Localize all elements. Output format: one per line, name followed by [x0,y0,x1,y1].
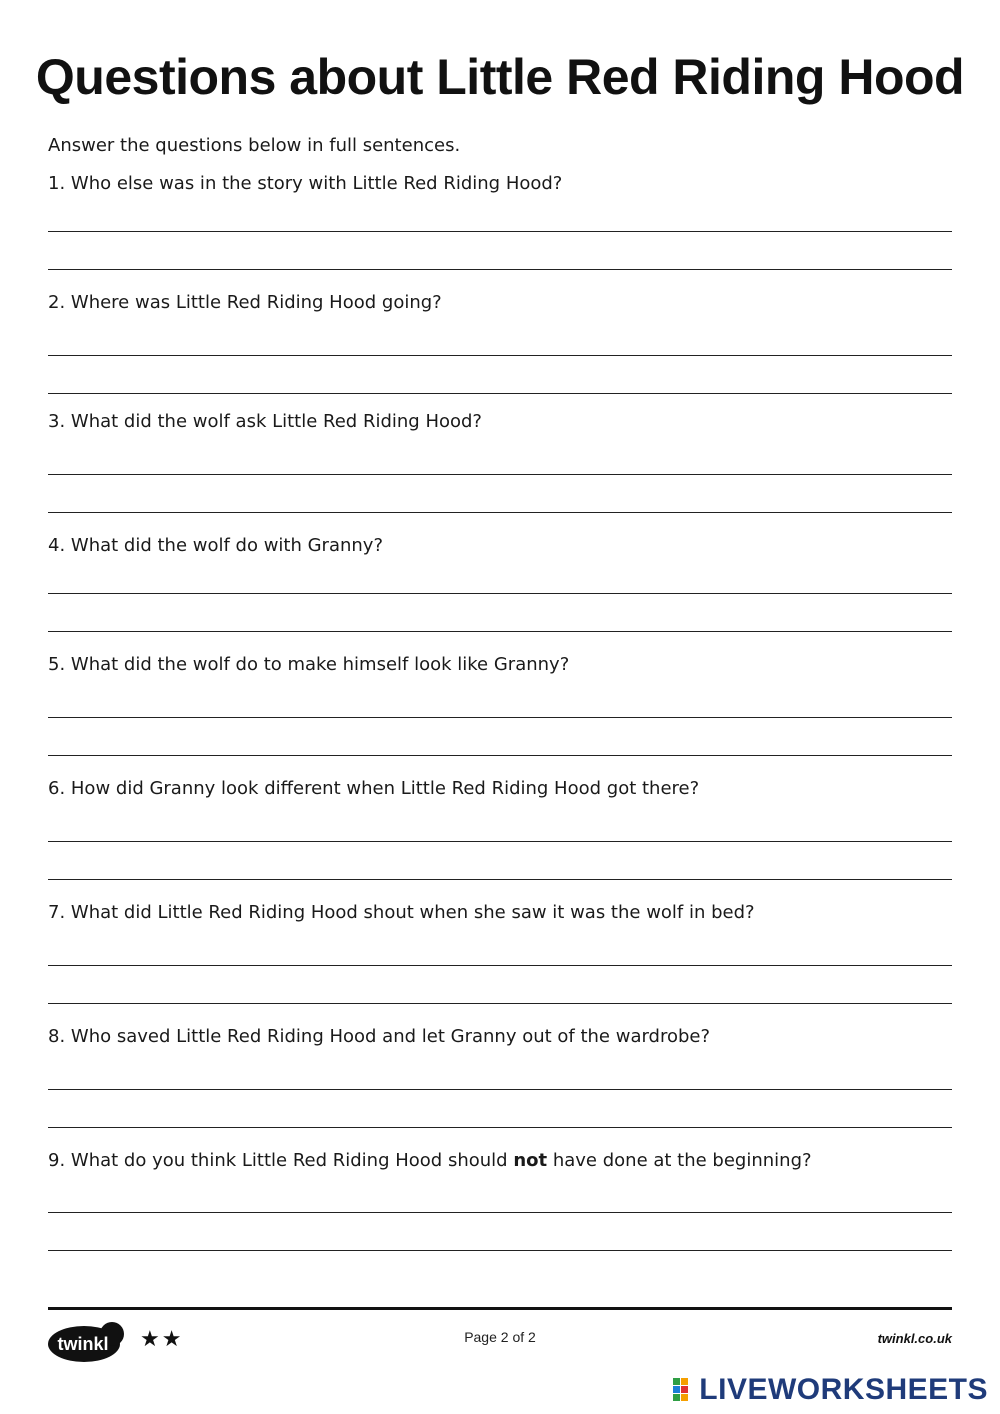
liveworksheets-watermark [673,1373,988,1407]
question-7: 7. What did Little Red Riding Hood shout when she saw it was the wolf in bed? [48,902,755,923]
instructions: Answer the questions below in full sentences. [48,135,461,156]
question-4: 4. What did the wolf do with Granny? [48,535,384,556]
answer-line-6b[interactable] [48,879,952,880]
answer-line-7b[interactable] [48,1003,952,1004]
answer-line-8b[interactable] [48,1127,952,1128]
site-url: twinkl.co.uk [877,1331,952,1346]
answer-line-2b[interactable] [48,393,952,394]
answer-line-7a[interactable] [48,965,952,966]
twinkl-logo-text: twinkl [57,1334,109,1354]
answer-line-6a[interactable] [48,841,952,842]
answer-line-2a[interactable] [48,355,952,356]
difficulty-stars: ★★ [140,1327,184,1352]
answer-line-3a[interactable] [48,474,952,475]
answer-line-5b[interactable] [48,755,952,756]
answer-line-1b[interactable] [48,269,952,270]
question-3: 3. What did the wolf ask Little Red Riding Hood? [48,411,482,432]
answer-line-1a[interactable] [48,231,952,232]
answer-line-8a[interactable] [48,1089,952,1090]
answer-line-5a[interactable] [48,717,952,718]
liveworksheets-text: LIVEWORKSHEETS [699,1373,988,1406]
question-2: 2. Where was Little Red Riding Hood going? [48,292,442,313]
answer-line-9b[interactable] [48,1250,952,1251]
page-title: Questions about Little Red Riding Hood [35,49,965,105]
question-5: 5. What did the wolf do to make himself look like Granny? [48,654,570,675]
liveworksheets-logo-icon [673,1378,695,1402]
question-9 [48,1150,812,1171]
answer-line-9a[interactable] [48,1212,952,1213]
question-8: 8. Who saved Little Red Riding Hood and let Granny out of the wardrobe? [48,1026,711,1047]
question-9-part-2: have done at the beginning? [547,1150,812,1171]
answer-line-3b[interactable] [48,512,952,513]
answer-line-4a[interactable] [48,593,952,594]
footer-rule [48,1307,952,1310]
question-6: 6. How did Granny look different when Little Red Riding Hood got there? [48,778,700,799]
page-number: Page 2 of 2 [464,1329,536,1345]
question-1: 1. Who else was in the story with Little Red Riding Hood? [48,173,563,194]
question-9-part-1: 9. What do you think Little Red Riding Hood should [48,1150,514,1171]
question-9-emphasis: not [513,1150,548,1171]
answer-line-4b[interactable] [48,631,952,632]
